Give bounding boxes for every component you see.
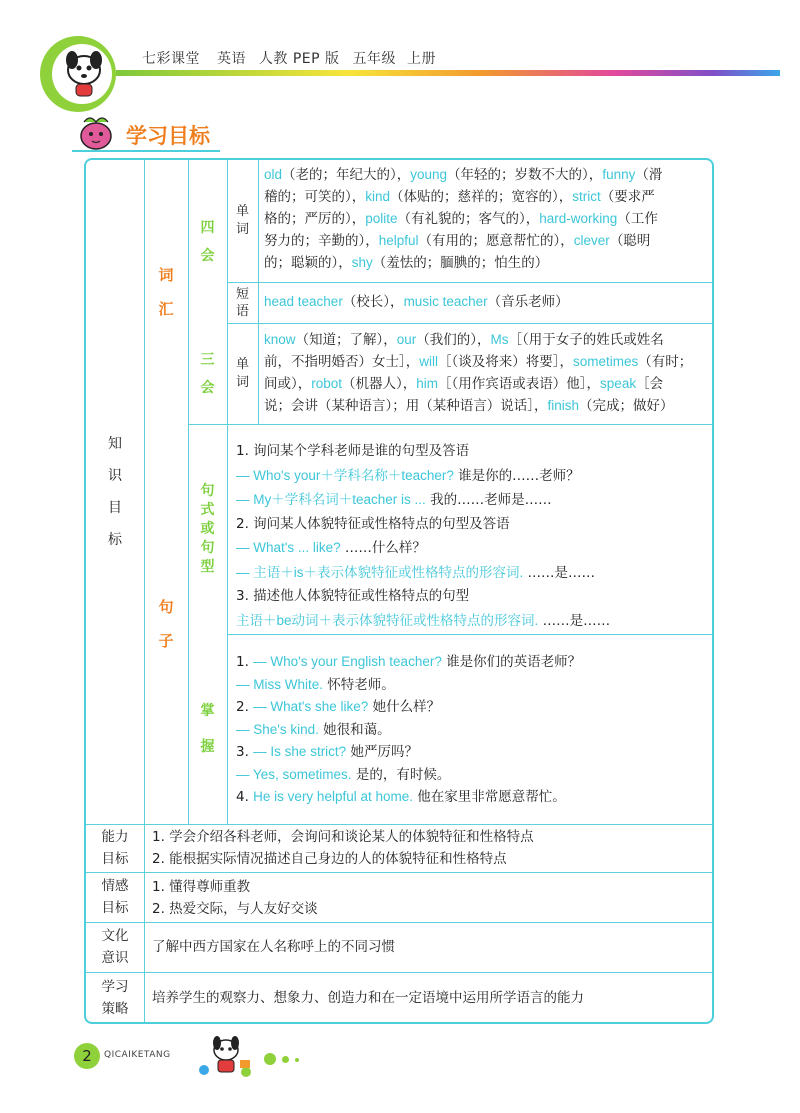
divider: [144, 824, 145, 1024]
three-words-label: 单词: [235, 356, 249, 390]
chinese-text: （要求严: [600, 189, 655, 205]
four-skills-label: 四会: [200, 219, 215, 264]
english-term: robot: [311, 376, 343, 391]
chinese-text: 格的；严厉的），: [264, 211, 366, 227]
content-line: [236, 696, 710, 719]
chinese-text: ……什么样？: [340, 540, 426, 556]
sentences-label-cell: [144, 424, 188, 824]
chinese-text: （体贴的；慈祥的；宽容的），: [390, 189, 573, 205]
divider: [86, 824, 714, 825]
culture-label: 文化意识: [101, 928, 129, 966]
header-edition: 人教 PEP 版: [258, 51, 340, 67]
chinese-text: 努力的；辛勤的），: [264, 233, 379, 249]
content-line: [236, 585, 710, 609]
footer-dot: [282, 1056, 289, 1063]
header-text: [142, 48, 436, 68]
divider: [86, 972, 714, 973]
content-line: [236, 488, 710, 513]
english-term: strict: [572, 189, 601, 204]
chinese-text: 2.: [236, 699, 254, 715]
divider: [227, 323, 714, 324]
footer-dot: [264, 1053, 276, 1065]
ability-label: 能力目标: [101, 829, 129, 867]
page-number: 2: [74, 1043, 100, 1069]
english-term: music teacher: [403, 294, 488, 309]
content-line: [264, 164, 710, 186]
english-term: — 主语＋is＋表示体貌特征或性格特点的形容词.: [236, 564, 524, 580]
header-volume: 上册: [406, 51, 436, 67]
content-line: [236, 651, 710, 674]
english-term: clever: [573, 233, 610, 248]
chinese-text: 她什么样？: [368, 699, 441, 715]
header-rainbow-bar: [116, 70, 780, 76]
divider: [227, 282, 714, 283]
four-words-content: [264, 164, 710, 274]
chinese-text: ［（谈及将来）将要］，: [438, 354, 573, 370]
emotion-content: [152, 876, 708, 920]
content-line: [264, 252, 710, 274]
ability-line: 1. 学会介绍各科老师，会询问和谈论某人的体貌特征和性格特点: [152, 829, 534, 845]
chinese-text: （音乐老师）: [487, 294, 569, 310]
content-line: [236, 464, 710, 489]
emotion-label-cell: [86, 872, 144, 922]
content-line: [236, 764, 710, 787]
english-term: old: [264, 167, 283, 182]
english-term: know: [264, 332, 296, 347]
vegetable-mascot-icon: [74, 112, 120, 152]
vocab-label: 词汇: [158, 266, 174, 318]
four-skills-label-cell: [188, 160, 227, 323]
three-words-content: [264, 329, 710, 417]
english-term: — Who's your＋学科名称＋teacher?: [236, 467, 454, 483]
chinese-text: 2. 询问某人体貌特征或性格特点的句型及答语: [236, 515, 510, 532]
master-content: [236, 651, 710, 809]
content-line: [264, 230, 710, 252]
culture-label-cell: [86, 922, 144, 972]
emotion-label: 情感目标: [101, 878, 129, 916]
title-underline: [72, 150, 220, 152]
chinese-text: ……是……: [538, 612, 611, 629]
ability-content: [152, 826, 708, 870]
english-term: hard-working: [539, 211, 618, 226]
english-term: 主语＋be动词＋表示体貌特征或性格特点的形容词.: [236, 612, 539, 628]
divider: [227, 634, 714, 635]
master-label-cell: [188, 634, 227, 824]
header-grade: 五年级: [352, 51, 396, 67]
content-line: [264, 329, 710, 351]
chinese-text: （老的；年纪大的），: [282, 167, 411, 183]
chinese-text: ……是……: [523, 564, 596, 581]
phrases-label-cell: [227, 282, 258, 323]
chinese-text: 说；会讲（某种语言）；用（某种语言）说话］，: [264, 398, 548, 414]
header-series: 七彩课堂: [142, 51, 200, 67]
chinese-text: （有时；: [638, 354, 693, 370]
emotion-line: 1. 懂得尊师重教: [152, 879, 251, 895]
english-term: head teacher: [264, 294, 343, 309]
english-term: — What's she like?: [253, 699, 369, 714]
four-words-label: 单词: [235, 204, 249, 237]
strategy-label-cell: [86, 972, 144, 1024]
chinese-text: （滑: [635, 167, 663, 183]
chinese-text: （有礼貌的；客气的），: [397, 211, 540, 227]
patterns-content: [236, 440, 710, 633]
english-term: our: [396, 332, 417, 347]
english-term: funny: [602, 167, 636, 182]
divider: [188, 424, 714, 425]
phrases-content: [264, 291, 710, 313]
content-line: [264, 291, 710, 313]
ability-line: 2. 能根据实际情况描述自己身边的人的体貌特征和性格特点: [152, 851, 507, 867]
chinese-text: 我的……老师是……: [425, 492, 552, 508]
dog-mascot-icon: [56, 46, 112, 102]
chinese-text: 前，不指明婚否）女士］，: [264, 354, 420, 370]
three-skills-label-cell: [188, 323, 227, 424]
divider: [258, 160, 259, 424]
chinese-text: 是的，有时候。: [351, 766, 451, 783]
chinese-text: 的；聪颖的），: [264, 255, 352, 271]
ability-label-cell: [86, 824, 144, 872]
emotion-line: 2. 热爱交际，与人友好交谈: [152, 901, 318, 917]
english-term: Ms: [490, 332, 509, 347]
chinese-text: 她严厉吗？: [346, 744, 418, 760]
patterns-label: 句式或句型: [200, 482, 215, 575]
chinese-text: （我们的），: [416, 332, 491, 348]
english-term: — What's ... like?: [236, 540, 341, 555]
dog-painting-icon: [196, 1030, 258, 1080]
chinese-text: 3.: [236, 744, 254, 760]
four-words-label-cell: [227, 160, 258, 282]
footer-brand: QICAIKETANG: [104, 1050, 171, 1060]
three-skills-label: 三会: [200, 351, 215, 396]
content-line: [264, 186, 710, 208]
chinese-text: ［（用于女子的姓氏或姓名: [508, 332, 664, 348]
english-term: — She's kind.: [236, 721, 319, 737]
english-term: helpful: [378, 233, 419, 248]
english-term: polite: [365, 211, 398, 226]
three-words-label-cell: [227, 323, 258, 424]
sentences-label: 句子: [158, 598, 174, 650]
culture-content: 了解中西方国家在人名称呼上的不同习惯: [152, 939, 395, 955]
chinese-text: 1.: [236, 654, 254, 670]
chinese-text: 稽的；可笑的），: [264, 189, 366, 205]
divider: [86, 872, 714, 873]
patterns-label-cell: [188, 424, 227, 634]
chinese-text: 怀特老师。: [323, 676, 395, 693]
chinese-text: 她很和蔼。: [318, 721, 391, 738]
chinese-text: 3. 描述他人体貌特征或性格特点的句型: [236, 588, 470, 604]
page-title: 学习目标: [126, 124, 210, 148]
chinese-text: 谁是你的……老师？: [453, 467, 580, 484]
content-line: [264, 373, 710, 395]
content-line: [236, 536, 710, 561]
english-term: speak: [600, 376, 637, 391]
chinese-text: （聪明: [609, 233, 651, 249]
english-term: He is very helpful at home.: [253, 789, 413, 804]
content-line: [236, 561, 710, 586]
phrases-label: 短语: [235, 286, 249, 319]
master-label: 掌握: [200, 703, 215, 755]
content-line: [264, 351, 710, 373]
chinese-text: 间或），: [264, 376, 312, 392]
knowledge-label: 知识目标: [108, 436, 122, 548]
chinese-text: ［会: [636, 376, 664, 392]
english-term: kind: [365, 189, 391, 204]
vocab-label-cell: [144, 160, 188, 424]
divider: [86, 922, 714, 923]
english-term: sometimes: [573, 354, 639, 369]
english-term: finish: [547, 398, 580, 413]
content-line: [236, 741, 710, 764]
content-line: [236, 674, 710, 697]
english-term: shy: [351, 255, 373, 270]
english-term: — My＋学科名词＋teacher is ...: [236, 492, 426, 507]
english-term: — Who's your English teacher?: [253, 654, 442, 669]
chinese-text: （机器人），: [342, 376, 417, 392]
content-line: [236, 786, 710, 809]
chinese-text: （知道；了解），: [295, 332, 397, 348]
objectives-table: [84, 158, 714, 1024]
english-term: him: [416, 376, 439, 391]
content-line: [264, 208, 710, 230]
english-term: — Miss White.: [236, 676, 324, 692]
chinese-text: 他在家里非常愿意帮忙。: [413, 789, 566, 805]
chinese-text: （工作: [617, 211, 658, 227]
chinese-text: 4.: [236, 789, 254, 805]
chinese-text: （年轻的；岁数不大的），: [447, 167, 603, 183]
content-line: [236, 609, 710, 634]
footer-dot: [295, 1058, 299, 1062]
strategy-content: 培养学生的观察力、想象力、创造力和在一定语境中运用所学语言的能力: [152, 990, 584, 1006]
knowledge-label-cell: [86, 160, 144, 824]
content-line: [236, 513, 710, 537]
header-subject: 英语: [216, 51, 246, 67]
chinese-text: （羞怯的；腼腆的；怕生的）: [372, 255, 549, 271]
content-line: [236, 440, 710, 464]
content-line: [236, 719, 710, 742]
chinese-text: ［（用作宾语或表语）他］，: [438, 376, 601, 392]
chinese-text: （完成；做好）: [579, 398, 674, 414]
strategy-label: 学习策略: [101, 979, 129, 1017]
english-term: — Yes, sometimes.: [236, 766, 352, 782]
english-term: — Is she strict?: [253, 744, 347, 759]
chinese-text: （有用的；愿意帮忙的），: [418, 233, 574, 249]
chinese-text: 谁是你们的英语老师？: [441, 654, 582, 670]
content-line: [264, 395, 710, 417]
chinese-text: 1. 询问某个学科老师是谁的句型及答语: [236, 443, 470, 459]
english-term: young: [410, 167, 448, 182]
english-term: will: [419, 354, 438, 369]
chinese-text: （校长），: [342, 294, 404, 310]
